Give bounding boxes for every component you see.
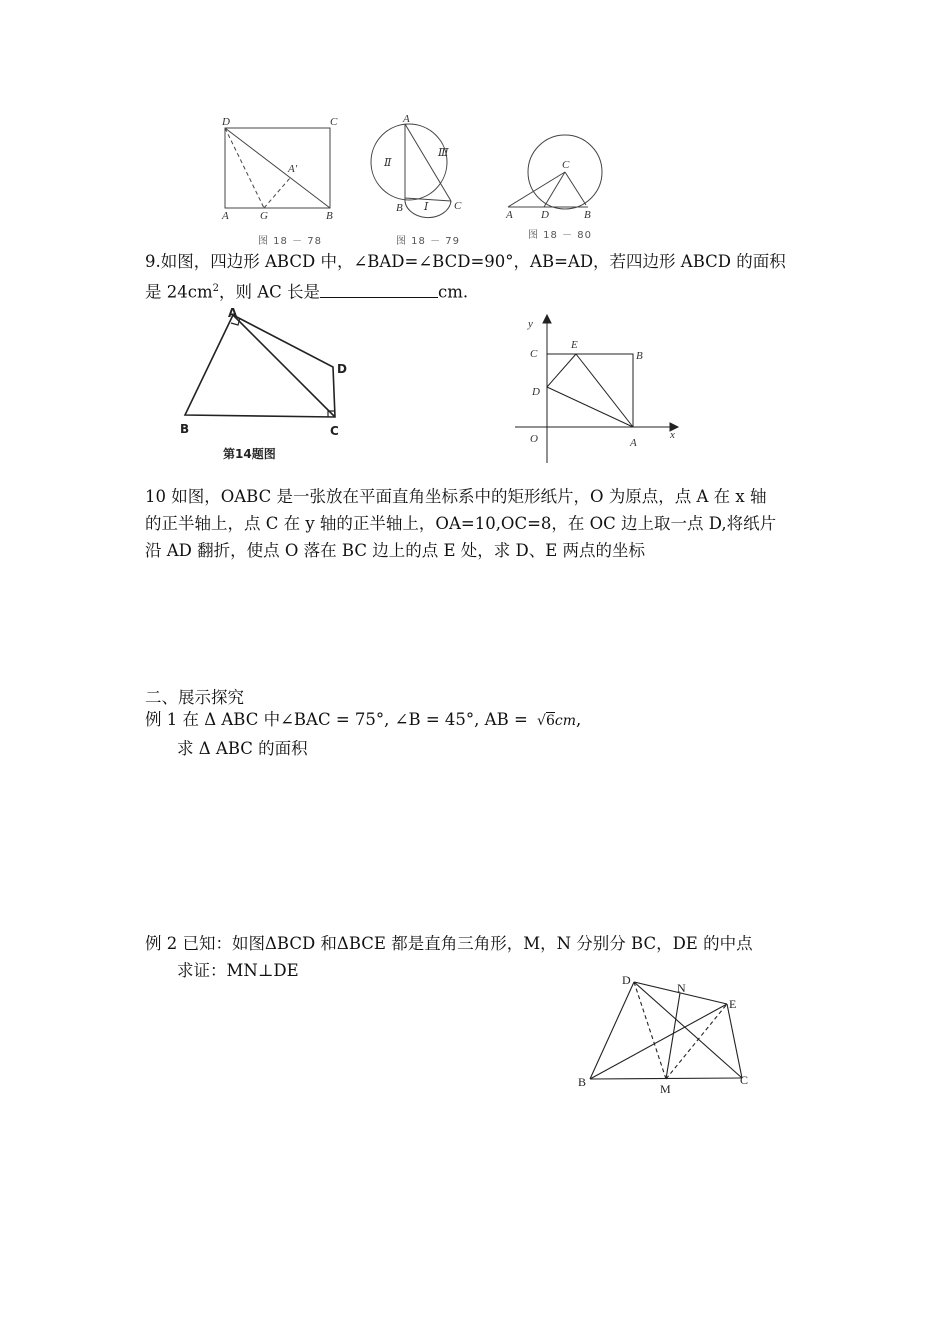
label-c: C — [330, 424, 339, 438]
label-b: B — [326, 210, 333, 222]
label-e: E — [571, 339, 578, 351]
question-9-line2 — [145, 275, 805, 306]
big-circle — [371, 124, 447, 200]
label-a: A — [506, 209, 513, 221]
label-d: D — [532, 386, 540, 398]
label-y: y — [528, 318, 533, 330]
diagonal-db — [225, 128, 330, 208]
question-9-unit: cm. — [438, 282, 469, 302]
label-b: B — [396, 202, 403, 214]
figure-example-2 — [570, 968, 760, 1098]
label-o: O — [530, 433, 538, 445]
question-9-line1 — [145, 248, 805, 275]
caption-18-78: 图 18 － 78 — [258, 236, 322, 247]
segment-de — [547, 354, 576, 387]
label-d: D — [541, 209, 549, 221]
segment-be — [590, 1004, 727, 1079]
sqrt-expression: √6cm — [537, 713, 576, 729]
question-10 — [145, 483, 805, 564]
rectangle-oabc — [547, 354, 633, 427]
caption-18-79: 图 18 － 79 — [396, 236, 460, 247]
caption-18-80: 图 18 － 80 — [528, 230, 592, 241]
label-a: A — [403, 113, 410, 125]
label-a: A — [222, 210, 229, 222]
label-region-iii: Ⅲ — [438, 147, 449, 159]
question-9-ask: ，则 AC 长是 — [219, 282, 321, 302]
diagonal-ac — [233, 315, 335, 417]
question-10-line2: 的正半轴上，点 C 在 y 轴的正半轴上，OA=10,OC=8，在 OC 边上取一点 D,将纸片 — [145, 514, 777, 533]
sqrt-radicand: 6 — [545, 713, 555, 729]
question-10-line1: 10 如图，OABC 是一张放在平面直角坐标系中的矩形纸片，O 为原点，点 A 在 x 轴 — [145, 487, 767, 506]
label-d: D — [222, 116, 230, 128]
example-1-comma: , — [575, 710, 582, 729]
quad-abcd — [185, 315, 335, 417]
label-n: N — [677, 981, 686, 995]
segment-bd — [590, 982, 634, 1079]
question-9-text: 如图，四边形 ABCD 中，∠BAD=∠BCD=90°，AB=AD，若四边形 ABCD 的面积 — [160, 252, 786, 271]
figure-18-78 — [221, 116, 338, 247]
question-9-exponent: 2 — [212, 283, 220, 294]
label-g: G — [260, 210, 268, 222]
label-c: C — [330, 116, 338, 128]
y-axis-arrow — [543, 315, 551, 323]
label-b: B — [578, 1075, 587, 1089]
figure-14 — [170, 305, 380, 465]
question-9-area: 是 24cm — [145, 282, 213, 302]
label-c: C — [562, 159, 570, 171]
label-c: C — [454, 200, 462, 212]
fold-line-da — [547, 387, 633, 427]
line-ac — [508, 172, 565, 207]
label-c: C — [530, 348, 538, 360]
label-m: M — [660, 1082, 671, 1096]
example-1-text: 例 1 在 Δ ABC 中∠BAC = 75°, ∠B = 45°, AB = — [145, 710, 528, 729]
label-d: D — [337, 362, 347, 376]
figure-coordinate — [510, 305, 690, 470]
question-9-number: 9. — [145, 252, 161, 271]
label-e: E — [729, 997, 737, 1011]
dashed-me — [666, 1004, 727, 1079]
example-1 — [145, 706, 805, 762]
dashed-ga — [264, 178, 290, 208]
example-1-line1 — [145, 706, 805, 735]
label-b: B — [180, 422, 190, 436]
hyp-ac — [405, 124, 451, 201]
label-region-ii: Ⅱ — [384, 157, 392, 169]
sqrt-unit: cm — [554, 713, 576, 729]
answer-blank[interactable] — [320, 281, 438, 298]
example-1-line2: 求 Δ ABC 的面积 — [177, 739, 308, 758]
label-x: x — [670, 429, 675, 441]
label-a-prime: A′ — [288, 163, 298, 175]
segment-ea — [576, 354, 633, 427]
radius-cb — [565, 172, 586, 205]
example-2-line2: 求证：MN⊥DE — [177, 961, 299, 980]
figure-14-caption: 第14题图 — [223, 447, 276, 461]
label-b: B — [636, 350, 643, 362]
label-b: B — [584, 209, 591, 221]
section-2-title: 二、展示探究 — [145, 688, 244, 707]
figure-18-80 — [505, 135, 602, 241]
label-a: A — [630, 437, 637, 449]
dashed-dg — [225, 128, 264, 208]
label-a: A — [228, 306, 238, 320]
question-10-line3: 沿 AD 翻折，使点 O 落在 BC 边上的点 E 处，求 D、E 两点的坐标 — [145, 541, 645, 560]
line-dc — [544, 172, 565, 207]
question-9 — [145, 248, 805, 306]
top-figures — [210, 110, 630, 250]
label-d: D — [622, 973, 631, 987]
figure-18-79 — [371, 113, 462, 247]
label-region-i: Ⅰ — [424, 201, 429, 213]
example-2-line1: 例 2 已知：如图ΔBCD 和ΔBCE 都是直角三角形，M，N 分别分 BC，DE 的中点 — [145, 934, 753, 953]
label-c: C — [740, 1073, 749, 1087]
